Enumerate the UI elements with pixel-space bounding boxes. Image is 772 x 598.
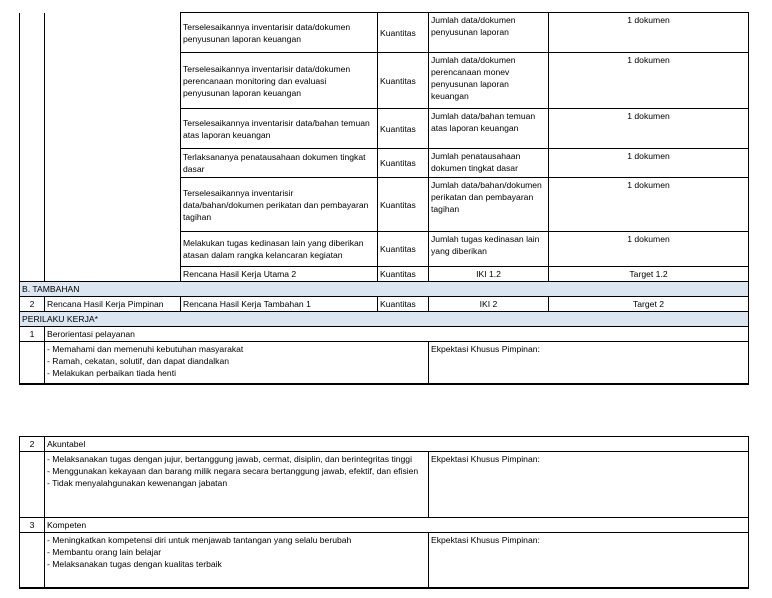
table-row	[20, 232, 749, 267]
perilaku-point: - Ramah, cekatan, solutif, dan dapat diandalkan	[47, 356, 230, 366]
target-cell: Target 1.2	[549, 267, 749, 282]
perilaku-title: Kompeten	[45, 518, 749, 533]
perilaku-title: Akuntabel	[45, 437, 749, 452]
target-cell: Target 2	[549, 297, 749, 312]
indikator-cell: Jumlah tugas kedinasan lain yang diberikan	[429, 232, 549, 267]
ekspektasi-cell: Ekpektasi Khusus Pimpinan:	[429, 452, 749, 518]
perilaku-title-row	[20, 518, 749, 533]
perilaku-point: - Melakukan perbaikan tiada henti	[47, 368, 176, 378]
indikator-cell: IKI 2	[429, 297, 549, 312]
indikator-cell: Jumlah data/bahan/dokumen perikatan dan pembayaran tagihan	[429, 178, 549, 232]
aspek-cell: Kuantitas	[378, 178, 429, 232]
perilaku-points	[45, 342, 429, 384]
perilaku-detail-row	[20, 533, 749, 588]
pimpinan-cell: Rencana Hasil Kerja Pimpinan	[45, 297, 181, 312]
perilaku-point: - Meningkatkan kompetensi diri untuk menjawab tantangan yang selalu berubah	[47, 535, 352, 545]
section-header-perilaku	[20, 312, 749, 327]
target-cell: 1 dokumen	[549, 232, 749, 267]
perilaku-points	[45, 452, 429, 518]
target-cell: 1 dokumen	[549, 178, 749, 232]
ekspektasi-cell: Ekpektasi Khusus Pimpinan:	[429, 342, 749, 384]
rencana-cell: Terlaksananya penatausahaan dokumen tingkat dasar	[181, 149, 378, 178]
table-row	[20, 53, 749, 109]
perilaku-point: - Menggunakan kekayaan dan barang milik negara secara bertanggung jawab, efektif, dan efisien	[47, 466, 419, 476]
indikator-cell: Jumlah penatausahaan dokumen tingkat dasar	[429, 149, 549, 178]
section-title: PERILAKU KERJA*	[20, 312, 749, 327]
rencana-cell: Terselesaikannya inventarisir data/dokumen perencanaan monitoring dan evaluasi penyusunan laporan keuangan	[181, 53, 378, 109]
target-cell: 1 dokumen	[549, 109, 749, 149]
perilaku-title-row	[20, 437, 749, 452]
rencana-cell: Rencana Hasil Kerja Tambahan 1	[181, 297, 378, 312]
indikator-cell: Jumlah data/bahan temuan atas laporan keuangan	[429, 109, 549, 149]
aspek-cell: Kuantitas	[378, 149, 429, 178]
perilaku-title: Berorientasi pelayanan	[45, 327, 749, 342]
indikator-cell: Jumlah data/dokumen penyusunan laporan	[429, 13, 549, 53]
perilaku-point: - Tidak menyalahgunakan kewenangan jabatan	[47, 478, 228, 488]
rencana-cell: Rencana Hasil Kerja Utama 2	[181, 267, 378, 282]
perilaku-detail-row	[20, 342, 749, 384]
table-row	[20, 178, 749, 232]
indikator-cell: Jumlah data/dokumen perencanaan monev penyusunan laporan keuangan	[429, 53, 549, 109]
perilaku-point: - Melaksanakan tugas dengan jujur, bertanggung jawab, cermat, disiplin, dan berintegritas tinggi	[47, 454, 412, 464]
table-row	[20, 297, 749, 312]
rencana-cell: Terselesaikannya inventarisir data/dokumen penyusunan laporan keuangan	[181, 13, 378, 53]
aspek-cell: Kuantitas	[378, 53, 429, 109]
row-number: 2	[20, 297, 45, 312]
rencana-cell: Terselesaikannya inventarisir data/bahan temuan atas laporan keuangan	[181, 109, 378, 149]
section-title: B. TAMBAHAN	[20, 282, 749, 297]
indikator-cell: IKI 1.2	[429, 267, 549, 282]
aspek-cell: Kuantitas	[378, 267, 429, 282]
table-row	[20, 267, 749, 282]
rencana-cell: Terselesaikannya inventarisir data/bahan/dokumen perikatan dan pembayaran tagihan	[181, 178, 378, 232]
skp-table-page-2	[19, 436, 749, 589]
aspek-cell: Kuantitas	[378, 13, 429, 53]
target-cell: 1 dokumen	[549, 149, 749, 178]
perilaku-point: - Memahami dan memenuhi kebutuhan masyarakat	[47, 344, 244, 354]
row-number: 3	[20, 518, 45, 533]
row-number: 1	[20, 327, 45, 342]
perilaku-points	[45, 533, 429, 588]
perilaku-detail-row	[20, 452, 749, 518]
row-number: 2	[20, 437, 45, 452]
table-row	[20, 109, 749, 149]
perilaku-point: - Membantu orang lain belajar	[47, 547, 162, 557]
section-header-tambahan	[20, 282, 749, 297]
skp-table-page-1	[19, 12, 749, 385]
ekspektasi-cell: Ekpektasi Khusus Pimpinan:	[429, 533, 749, 588]
target-cell: 1 dokumen	[549, 53, 749, 109]
table-row	[20, 149, 749, 178]
perilaku-point: - Melaksanakan tugas dengan kualitas terbaik	[47, 559, 222, 569]
table-row	[20, 13, 749, 53]
aspek-cell: Kuantitas	[378, 297, 429, 312]
rencana-cell: Melakukan tugas kedinasan lain yang diberikan atasan dalam rangka kelancaran kegiatan	[181, 232, 378, 267]
aspek-cell: Kuantitas	[378, 232, 429, 267]
perilaku-title-row	[20, 327, 749, 342]
target-cell: 1 dokumen	[549, 13, 749, 53]
aspek-cell: Kuantitas	[378, 109, 429, 149]
